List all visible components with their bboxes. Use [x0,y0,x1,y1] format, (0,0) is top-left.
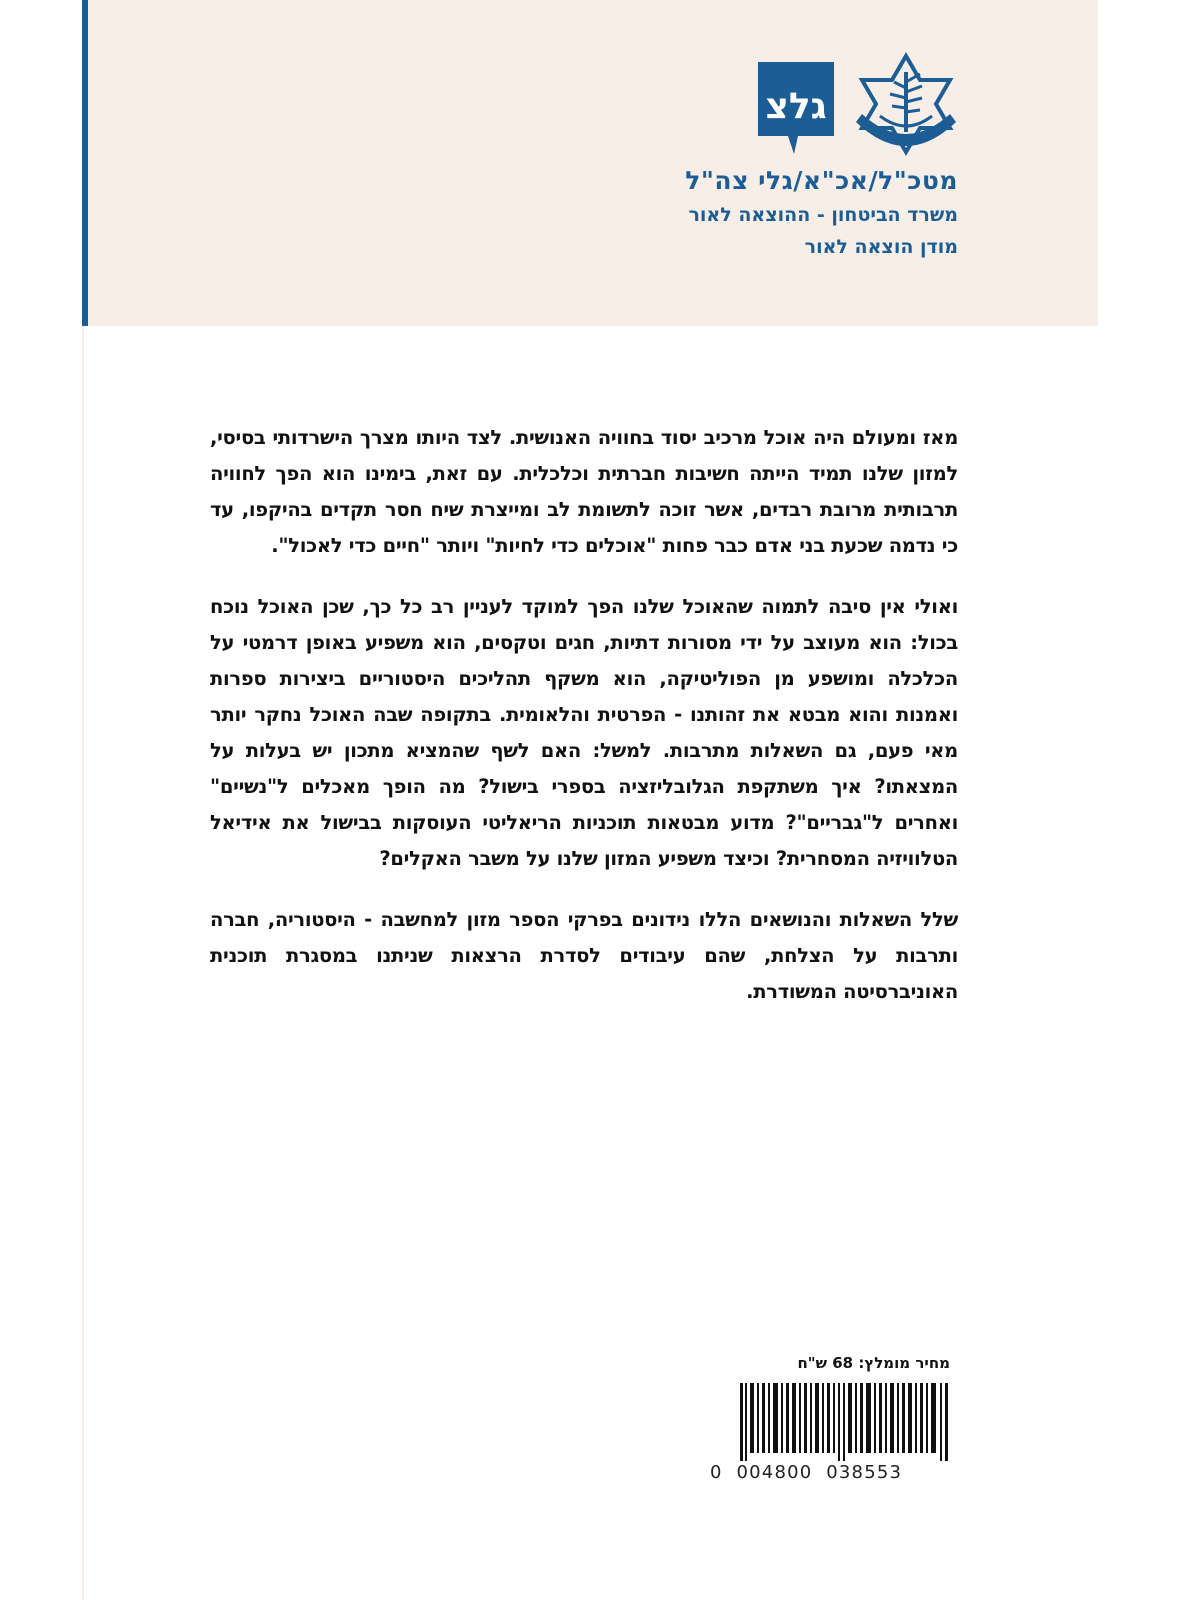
publisher-modan: מודן הוצאה לאור [804,236,958,258]
barcode-number: 0 004800 038553 [710,1462,903,1483]
publisher-ministry: משרד הביטחון - ההוצאה לאור [688,204,958,226]
blurb-paragraph-3: שלל השאלות והנושאים הללו נידונים בפרקי הספר מזון למחשבה - היסטוריה, חברה ותרבות על הצלחת, שהם עיבודים לסדרת הרצאות שניתנו במסגרת תוכנית האוניברסיטה המשודרת. [210,908,958,1003]
publisher-title: מטכ"ל/אכ"א/גלי צה"ל [685,166,958,195]
blurb-paragraph-2: ואולי אין סיבה לתמוה שהאוכל שלנו הפך למוקד לעניין רב כל כך, שכן האוכל נוכח בכול: הוא מעוצב על ידי מסורות דתיות, חגים וטקסים, הוא משפיע באופן דרמטי על הכלכלה ומושפע מן הפוליטיקה, הוא משקף תהליכים היסטוריים ביצירות ספרות ואמנות והוא מבטא את זהותנו - הפרטית והלאומית. בתקופה שבה האוכל נחקר יותר מאי פעם, גם השאלות מתרבות. למשל: האם לשף שהמציא מתכון יש בעלות על המצאתו? איך משתקפת הגלובליזציה בספרי בישול? מה הופך מאכלים ל"נשיים" ואחרים ל"גבריים"? מדוע מבטאות תוכניות הריאליטי העוסקות בבישול את אידיאל הטלוויזיה המסחרית? וכיצד משפיע המזון שלנו על משבר האקלים? [210,595,958,870]
back-cover-blurb [210,420,958,1035]
spine-accent-bar [82,0,88,326]
publisher-block [685,163,958,263]
recommended-price: מחיר מומלץ: 68 ש"ח [797,1354,950,1372]
publisher-logos [758,52,968,160]
blurb-paragraph-1: מאז ומעולם היה אוכל מרכיב יסוד בחוויה האנושית. לצד היותו מצרך הישרדותי בסיסי, למזון שלנו תמיד הייתה חשיבות חברתית וכלכלית. עם זאת, בימינו הוא הפך לחוויה תרבותית מרובת רבדים, אשר זוכה לתשומת לב ומייצרת שיח חסר תקדים בהיקפו, עד כי נדמה שכעת בני אדם כבר פחות "אוכלים כדי לחיות" ויותר "חיים כדי לאכול". [210,426,958,557]
galatz-logo-text: גלצ [765,86,827,127]
galatz-speech-bubble-logo-icon [758,62,834,154]
idf-emblem-icon [850,52,962,158]
barcode-icon [740,1383,950,1461]
